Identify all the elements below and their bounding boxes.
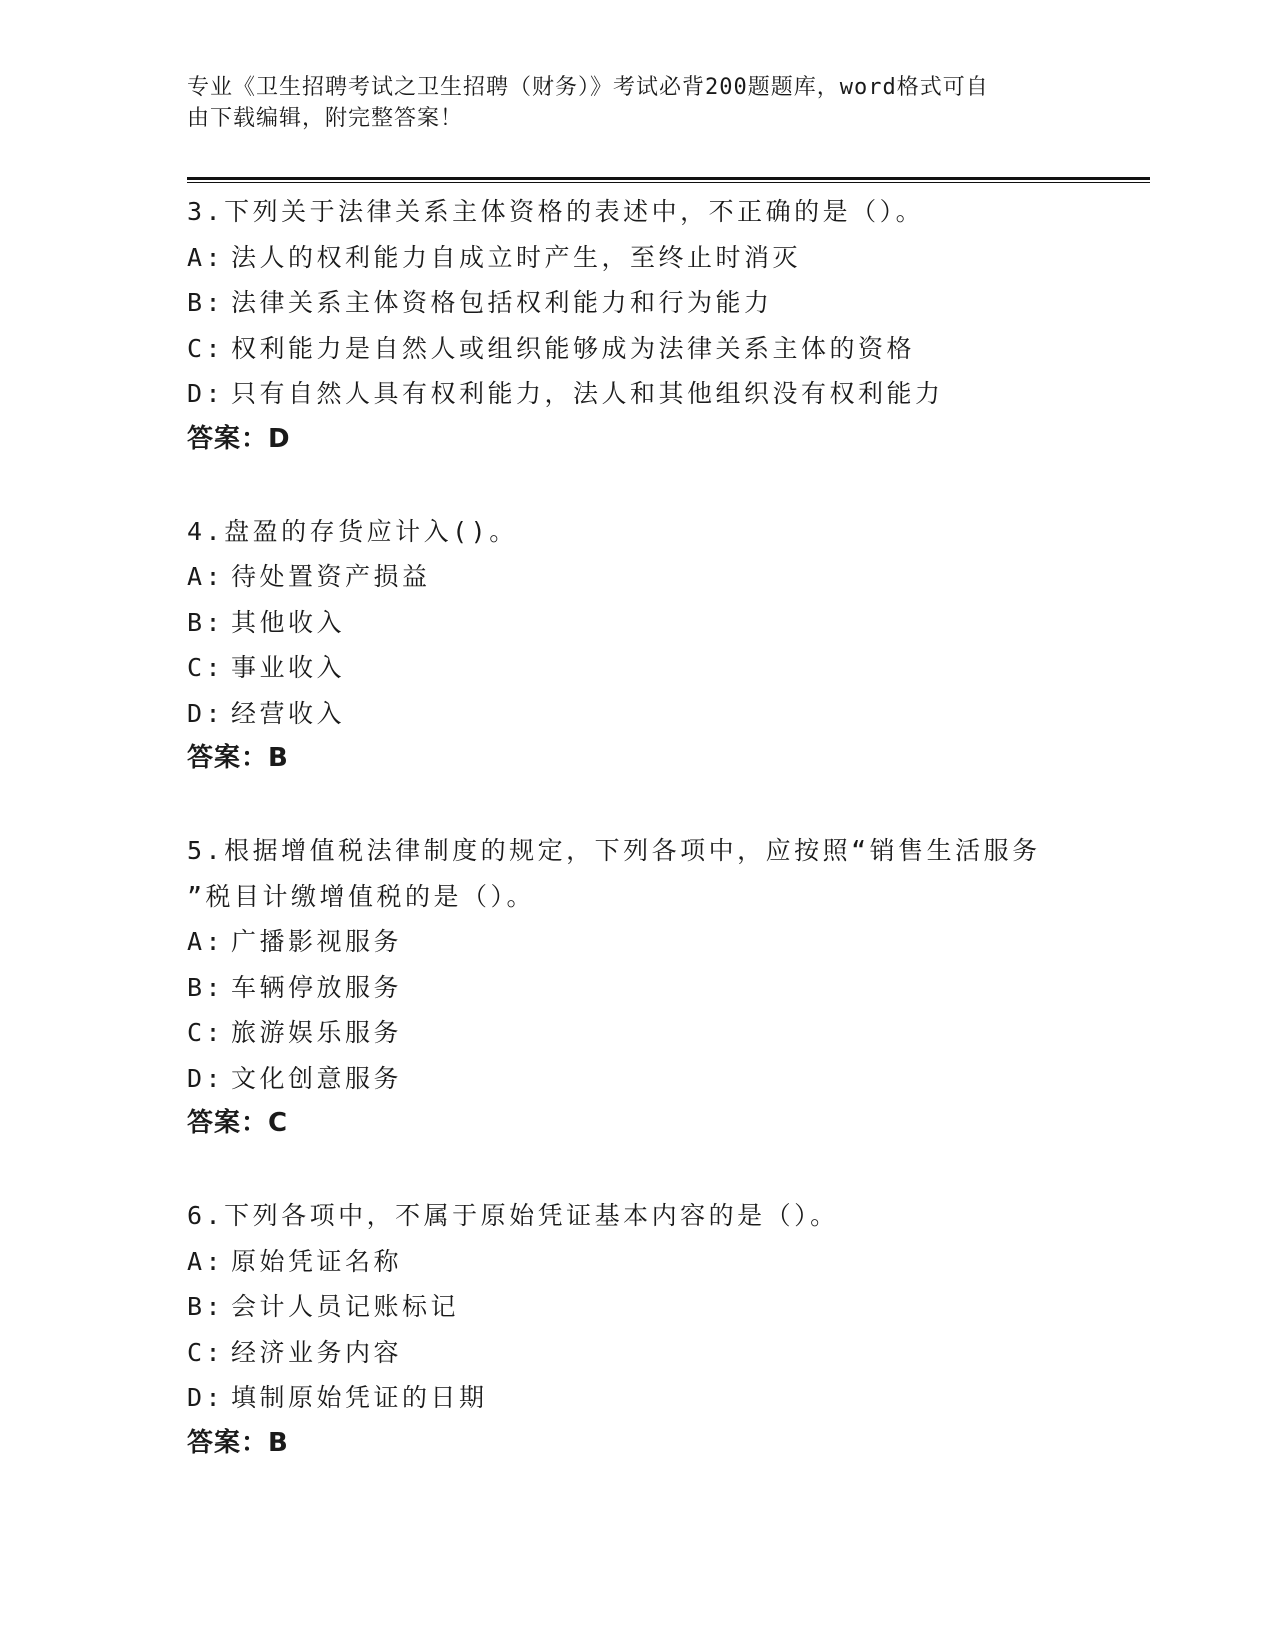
question-stem: 3.下列关于法律关系主体资格的表述中，不正确的是（）。 <box>187 197 925 226</box>
answer-line: 答案：B <box>187 1427 289 1458</box>
option-c <box>187 1330 1117 1376</box>
question-6 <box>187 1193 1117 1466</box>
option-key: D: <box>187 698 225 728</box>
option-key: A: <box>187 927 225 956</box>
option-text: 广播影视服务 <box>231 927 403 956</box>
option-key: A: <box>187 1246 225 1276</box>
option-key: A: <box>187 562 225 591</box>
option-a <box>187 554 1117 600</box>
option-text: 权利能力是自然人或组织能够成为法律关系主体的资格 <box>231 333 916 363</box>
option-c <box>187 1010 1117 1056</box>
header-line-2: 由下载编辑，附完整答案！ <box>187 106 464 131</box>
question-stem-line-1: 5.根据增值税法律制度的规定，下列各项中，应按照“销售生活服务 <box>187 836 1041 865</box>
option-key: D: <box>187 379 225 408</box>
option-text: 待处置资产损益 <box>231 562 431 591</box>
option-key: C: <box>187 653 225 682</box>
option-text: 文化创意服务 <box>231 1063 403 1093</box>
option-b <box>187 965 1117 1011</box>
option-key: B: <box>187 288 225 317</box>
header-divider-thick <box>187 177 1150 180</box>
question-5 <box>187 828 1117 1146</box>
option-text: 旅游娱乐服务 <box>231 1018 403 1047</box>
question-stem: 4.盘盈的存货应计入()。 <box>187 516 518 546</box>
option-b <box>187 600 1117 646</box>
option-a <box>187 919 1117 965</box>
option-c <box>187 326 1117 372</box>
option-text: 原始凭证名称 <box>231 1246 403 1276</box>
option-a <box>187 1239 1117 1285</box>
option-key: D: <box>187 1383 225 1412</box>
answer-line: 答案：C <box>187 1108 289 1138</box>
option-b <box>187 1284 1117 1330</box>
option-b <box>187 280 1117 326</box>
question-3 <box>187 189 1117 462</box>
option-d <box>187 691 1117 737</box>
option-text: 其他收入 <box>231 607 346 637</box>
option-text: 法律关系主体资格包括权利能力和行为能力 <box>231 288 773 317</box>
option-text: 事业收入 <box>231 653 346 682</box>
header-divider-thin <box>187 182 1150 183</box>
question-stem: 6.下列各项中，不属于原始凭证基本内容的是（）。 <box>187 1201 839 1230</box>
option-text: 车辆停放服务 <box>231 972 403 1002</box>
header-line-1: 专业《卫生招聘考试之卫生招聘（财务）》考试必背200题题库，word格式可自 <box>187 75 989 100</box>
question-4 <box>187 509 1117 782</box>
option-key: C: <box>187 1337 225 1367</box>
option-text: 经营收入 <box>231 698 346 728</box>
option-key: D: <box>187 1063 225 1093</box>
option-key: B: <box>187 972 225 1002</box>
question-stem-line-2: ”税目计缴增值税的是（）。 <box>187 881 536 911</box>
option-d <box>187 1056 1117 1102</box>
option-key: A: <box>187 242 225 272</box>
option-d <box>187 1375 1117 1421</box>
option-a <box>187 235 1117 281</box>
option-key: B: <box>187 1292 225 1321</box>
option-text: 会计人员记账标记 <box>231 1292 460 1321</box>
option-text: 法人的权利能力自成立时产生，至终止时消灭 <box>231 242 802 272</box>
answer-line: 答案：D <box>187 423 291 454</box>
option-d <box>187 371 1117 417</box>
document-header <box>187 72 1067 134</box>
option-key: B: <box>187 607 225 637</box>
option-key: C: <box>187 1018 225 1047</box>
answer-line: 答案：B <box>187 743 289 773</box>
option-key: C: <box>187 333 225 363</box>
question-list <box>187 189 1117 1513</box>
option-text: 填制原始凭证的日期 <box>231 1383 488 1412</box>
option-c <box>187 645 1117 691</box>
option-text: 经济业务内容 <box>231 1337 403 1367</box>
option-text: 只有自然人具有权利能力，法人和其他组织没有权利能力 <box>231 379 944 408</box>
